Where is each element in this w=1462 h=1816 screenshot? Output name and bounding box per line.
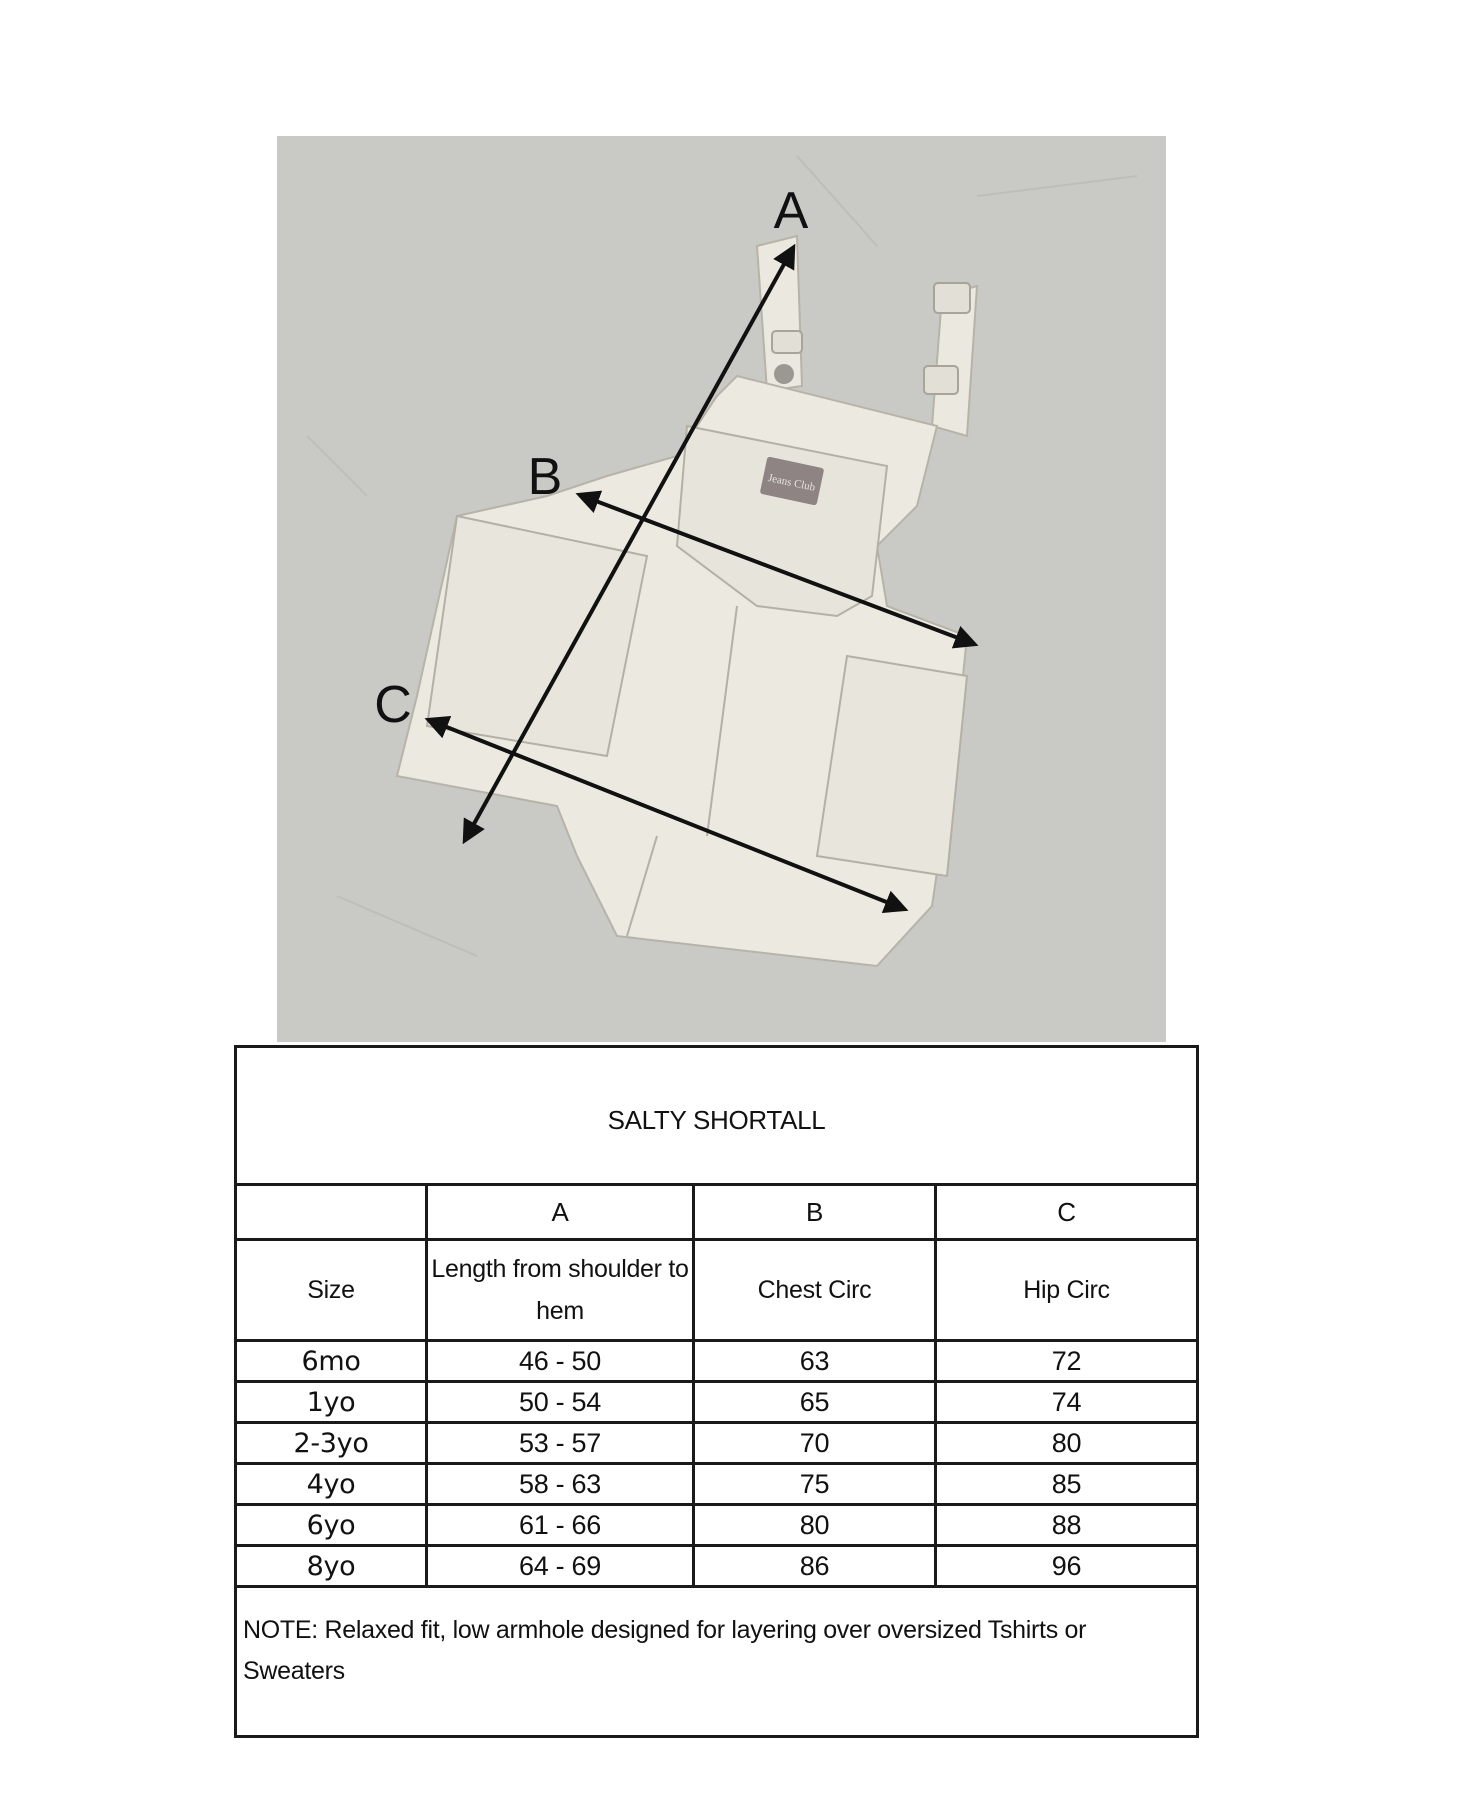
title-row — [236, 1047, 1198, 1185]
header-size: Size — [236, 1240, 427, 1341]
size-cell: 8yo — [236, 1546, 427, 1587]
header-hip: Hip Circ — [936, 1240, 1198, 1341]
chest-cell: 70 — [694, 1423, 936, 1464]
hip-cell: 80 — [936, 1423, 1198, 1464]
letter-cell-a: A — [427, 1185, 694, 1240]
patch-label: Jeans Club — [766, 472, 817, 494]
chest-cell: 65 — [694, 1382, 936, 1423]
chest-cell: 75 — [694, 1464, 936, 1505]
size-chart-table — [234, 1045, 1199, 1738]
table-title: SALTY SHORTALL — [236, 1047, 1198, 1185]
letter-cell-b: B — [694, 1185, 936, 1240]
letter-cell-empty — [236, 1185, 427, 1240]
table-row — [236, 1546, 1198, 1587]
hip-cell: 85 — [936, 1464, 1198, 1505]
chest-cell: 86 — [694, 1546, 936, 1587]
marker-b: B — [527, 448, 563, 506]
size-cell: 6yo — [236, 1505, 427, 1546]
header-length: Length from shoulder to hem — [427, 1240, 694, 1341]
hip-cell: 72 — [936, 1341, 1198, 1382]
length-cell: 61 - 66 — [427, 1505, 694, 1546]
size-cell: 2-3yo — [236, 1423, 427, 1464]
hip-cell: 96 — [936, 1546, 1198, 1587]
length-cell: 53 - 57 — [427, 1423, 694, 1464]
letter-cell-c: C — [936, 1185, 1198, 1240]
shortall-diagram — [277, 136, 1166, 1042]
table-row — [236, 1382, 1198, 1423]
chest-cell: 63 — [694, 1341, 936, 1382]
hip-cell: 88 — [936, 1505, 1198, 1546]
letter-row — [236, 1185, 1198, 1240]
note-row — [236, 1587, 1198, 1737]
product-photo — [277, 136, 1166, 1042]
size-cell: 6mo — [236, 1341, 427, 1382]
chest-cell: 80 — [694, 1505, 936, 1546]
marker-c: C — [374, 676, 412, 734]
length-cell: 58 - 63 — [427, 1464, 694, 1505]
length-cell: 46 - 50 — [427, 1341, 694, 1382]
table-row — [236, 1341, 1198, 1382]
table-row — [236, 1423, 1198, 1464]
length-cell: 64 - 69 — [427, 1546, 694, 1587]
hip-cell: 74 — [936, 1382, 1198, 1423]
table-row — [236, 1464, 1198, 1505]
size-cell: 1yo — [236, 1382, 427, 1423]
table-row — [236, 1505, 1198, 1546]
marker-a: A — [773, 182, 809, 240]
length-cell: 50 - 54 — [427, 1382, 694, 1423]
size-cell: 4yo — [236, 1464, 427, 1505]
header-chest: Chest Circ — [694, 1240, 936, 1341]
fit-note: NOTE: Relaxed fit, low armhole designed for layering over oversized Tshirts or Sweaters — [236, 1587, 1198, 1737]
header-row — [236, 1240, 1198, 1341]
